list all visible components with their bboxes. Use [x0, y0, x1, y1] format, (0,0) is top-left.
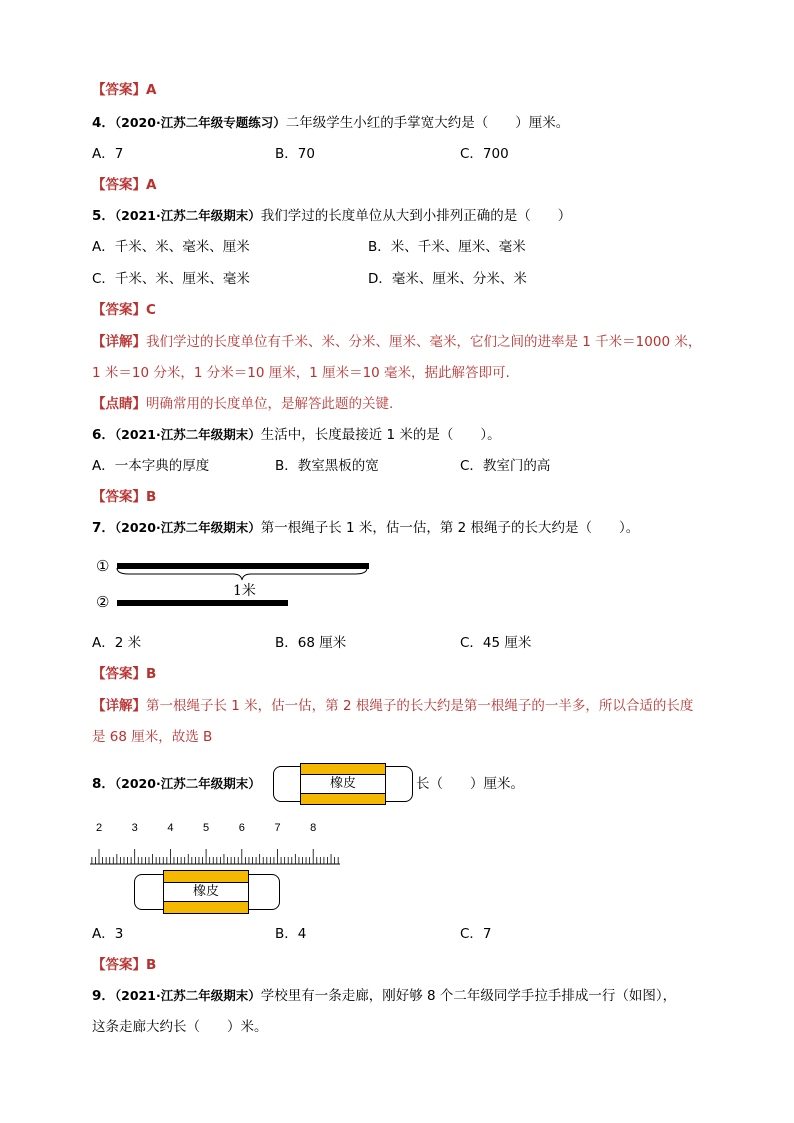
answer-q5	[92, 300, 156, 320]
point-q5	[92, 394, 393, 414]
brace-label: 1米	[233, 583, 256, 599]
question-5	[92, 206, 571, 226]
detail-tag: 【详解】	[92, 334, 146, 350]
option-b: B．教室黑板的宽	[275, 458, 379, 474]
answer-tag: 【答案】	[92, 82, 146, 98]
question-6	[92, 425, 501, 445]
question-9	[92, 986, 676, 1006]
option-c: C．7	[460, 926, 492, 942]
ruler-tick-label: 5	[203, 822, 210, 834]
question-source: （2021·江苏二年级期末）	[114, 988, 261, 1003]
point-tag: 【点睛】	[92, 396, 146, 412]
detail-q5-line2: 1 米＝10 分米，1 分米＝10 厘米，1 厘米＝10 毫米，据此解答即可.	[92, 365, 510, 381]
option-a: A．千米、米、毫米、厘米	[92, 239, 250, 255]
question-source: （2021·江苏二年级期末）	[114, 427, 261, 442]
answer-tag: 【答案】	[92, 957, 146, 973]
question-text: 我们学过的长度单位从大到小排列正确的是（ ）	[260, 208, 572, 224]
ruler-tick-label: 2	[95, 822, 103, 834]
question-7	[92, 518, 639, 538]
question-8-tail: 长（ ）厘米。	[416, 776, 524, 792]
ruler-tick-label: 4	[167, 822, 174, 834]
question-text: 学校里有一条走廊，刚好够 8 个二年级同学手拉手排成一行（如图），	[260, 988, 677, 1004]
option-c: C．教室门的高	[460, 458, 551, 474]
option-a: A．7	[92, 146, 124, 162]
question-text: 二年级学生小红的手掌宽大约是（ ）厘米。	[285, 115, 570, 131]
eraser-label-band	[164, 882, 248, 902]
point-text: 明确常用的长度单位，是解答此题的关键.	[146, 396, 394, 412]
answer-q7	[92, 664, 156, 684]
detail-tag: 【详解】	[92, 698, 146, 714]
ruler-tick-label: 8	[310, 822, 317, 834]
rope-figure	[96, 553, 386, 615]
rope-2-label: ②	[96, 593, 110, 611]
question-9-line2: 这条走廊大约长（ ）米。	[92, 1019, 268, 1035]
detail-text: 我们学过的长度单位有千米、米、分米、厘米、毫米，它们之间的进率是 1 千米＝1000 米，	[146, 334, 702, 350]
question-source: （2020·江苏二年级专题练习）	[114, 115, 286, 130]
rope-1-label: ①	[96, 557, 110, 575]
question-4	[92, 113, 569, 133]
detail-q5-line1	[92, 332, 701, 352]
answer-q8	[92, 955, 156, 975]
question-text: 第一根绳子长 1 米，估一估，第 2 根绳子的长大约是（ ）。	[260, 520, 640, 536]
option-d: D．毫米、厘米、分米、米	[368, 271, 527, 287]
ruler-tick-label: 6	[238, 822, 245, 834]
option-b: B．4	[275, 926, 307, 942]
option-a: A．3	[92, 926, 124, 942]
answer-q3	[92, 80, 156, 100]
eraser-measured	[134, 870, 280, 914]
eraser-inline	[273, 763, 413, 805]
answer-tag: 【答案】	[92, 177, 146, 193]
detail-q7-line2: 是 68 厘米，故选 B	[92, 729, 213, 745]
answer-q6	[92, 487, 156, 507]
answer-value: A	[146, 82, 157, 98]
detail-q7-line1	[92, 696, 693, 716]
question-source: （2020·江苏二年级期末）	[114, 520, 261, 535]
answer-tag: 【答案】	[92, 489, 146, 505]
option-c: C．45 厘米	[460, 635, 532, 651]
option-b: B．70	[275, 146, 315, 162]
question-number: 4．	[92, 115, 115, 131]
option-a: A．2 米	[92, 635, 142, 651]
ruler-tick-label: 7	[274, 822, 281, 834]
option-c: C．千米、米、厘米、毫米	[92, 271, 250, 287]
answer-value: B	[146, 666, 157, 682]
answer-q4	[92, 175, 156, 195]
eraser-label-band	[301, 774, 385, 794]
question-source: （2020·江苏二年级期末）	[114, 776, 261, 791]
question-number: 7．	[92, 520, 115, 536]
question-number: 6．	[92, 427, 115, 443]
eraser-label: 橡皮	[329, 776, 356, 791]
question-text: 生活中，长度最接近 1 米的是（ ）。	[260, 427, 501, 443]
question-number: 8．	[92, 776, 115, 792]
answer-value: A	[146, 177, 157, 193]
rope-2	[117, 600, 288, 606]
eraser-body	[163, 870, 249, 914]
answer-tag: 【答案】	[92, 302, 146, 318]
eraser-label: 橡皮	[192, 884, 219, 899]
question-8	[92, 774, 261, 794]
answer-value: C	[146, 302, 156, 318]
answer-tag: 【答案】	[92, 666, 146, 682]
question-source: （2021·江苏二年级期末）	[114, 208, 261, 223]
ruler-tick-label: 3	[131, 822, 138, 834]
option-b: B．68 厘米	[275, 635, 347, 651]
eraser-body	[300, 763, 386, 805]
answer-value: B	[146, 957, 157, 973]
question-number: 9．	[92, 988, 115, 1004]
option-b: B．米、千米、厘米、毫米	[368, 239, 526, 255]
answer-value: B	[146, 489, 157, 505]
option-c: C．700	[460, 146, 509, 162]
detail-text: 第一根绳子长 1 米，估一估，第 2 根绳子的长大约是第一根绳子的一半多，所以合适的长度	[146, 698, 694, 714]
option-a: A．一本字典的厚度	[92, 458, 210, 474]
question-number: 5．	[92, 208, 115, 224]
